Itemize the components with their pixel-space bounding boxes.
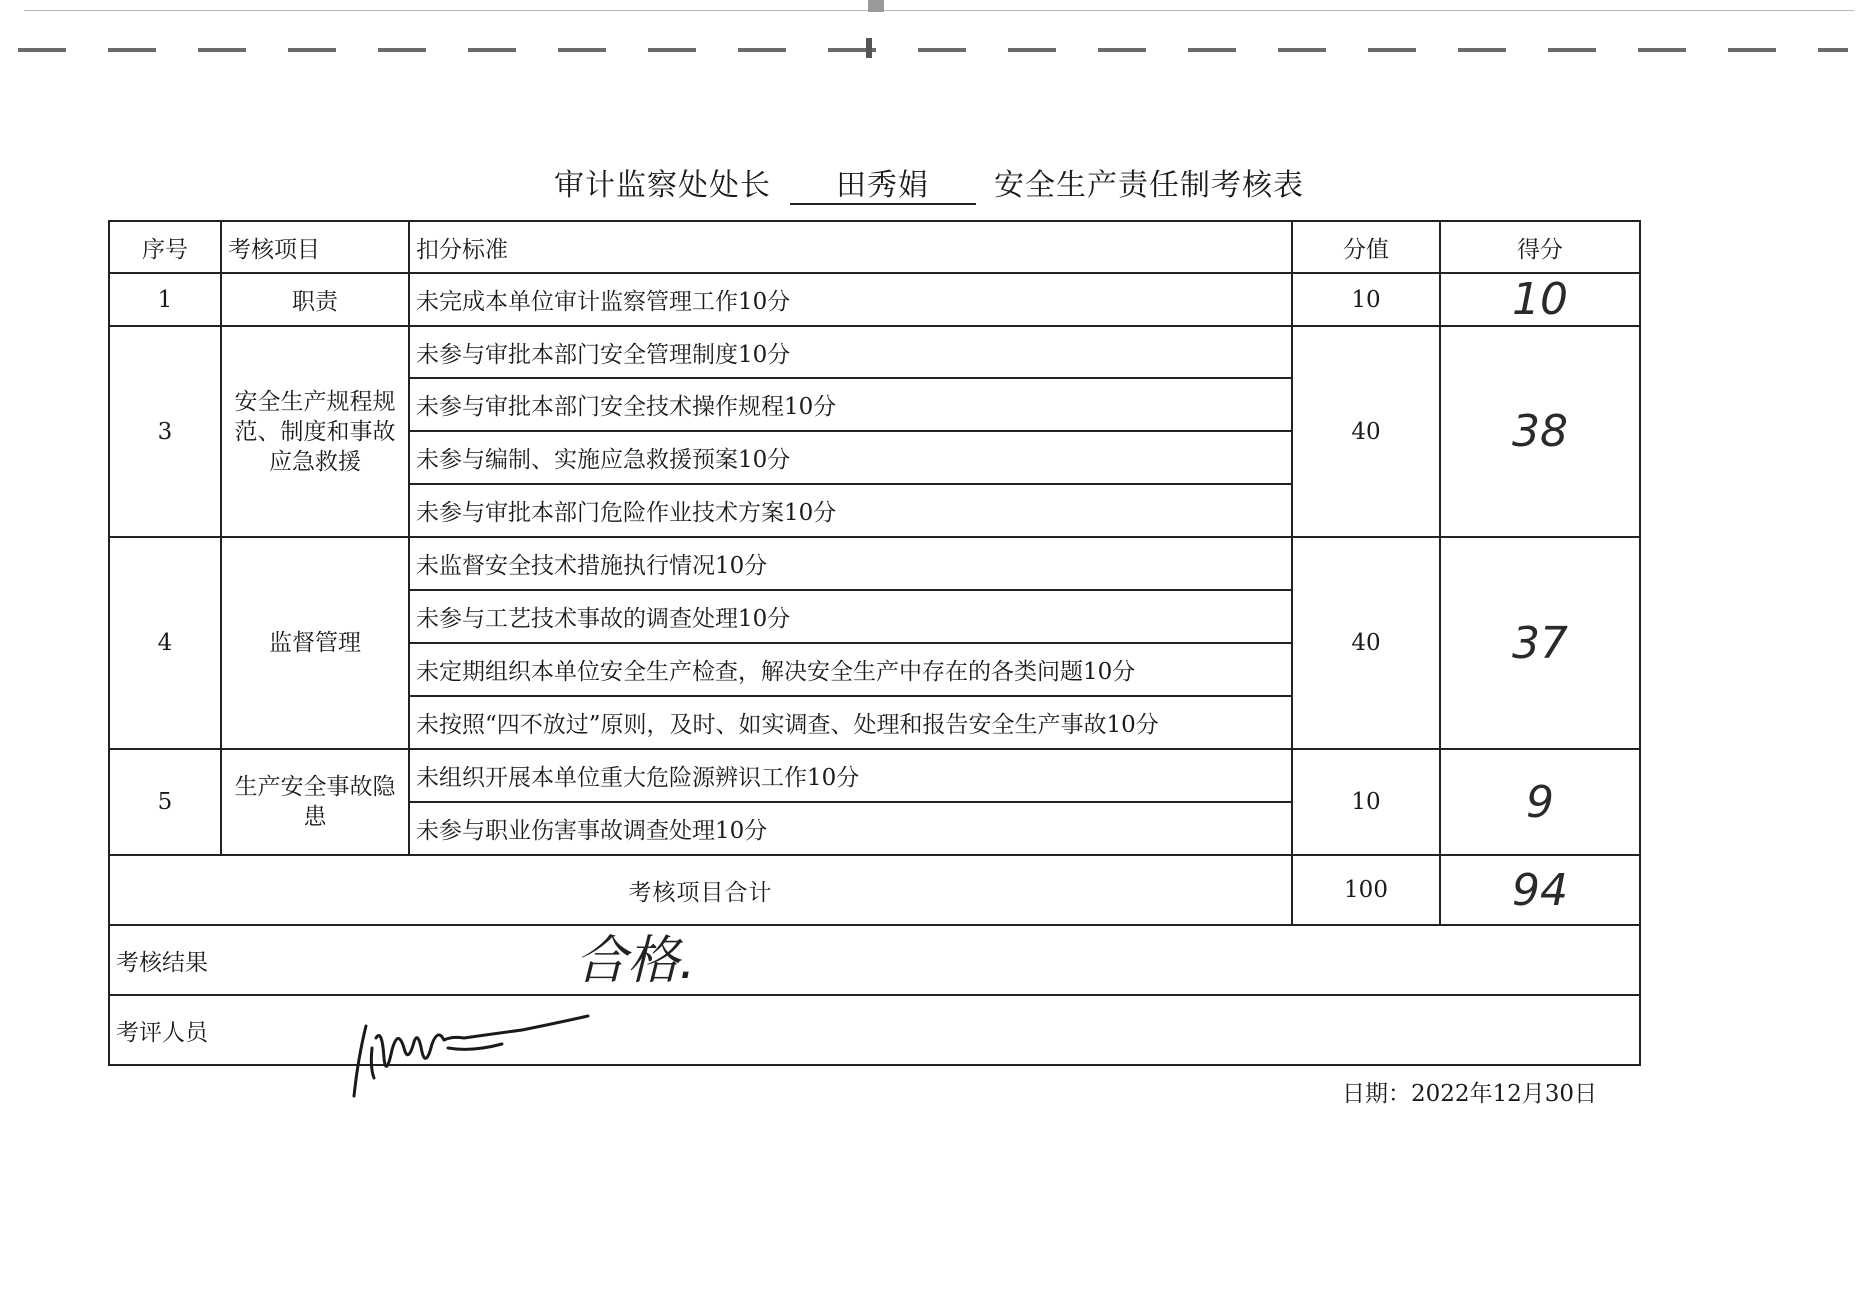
document-date: 日期：2022年12月30日 bbox=[1342, 1081, 1598, 1107]
header-standard: 扣分标准 bbox=[409, 221, 1292, 273]
table-row bbox=[109, 326, 1640, 378]
handwritten-score: 37 bbox=[1440, 537, 1640, 749]
title-prefix: 审计监察处处长 bbox=[553, 168, 771, 203]
row-points: 10 bbox=[1292, 273, 1440, 326]
header-no: 序号 bbox=[109, 221, 221, 273]
row-points: 40 bbox=[1292, 326, 1440, 537]
handwritten-result: 合格. bbox=[575, 931, 696, 991]
row-no: 5 bbox=[109, 749, 221, 855]
row-no: 1 bbox=[109, 273, 221, 326]
row-item: 职责 bbox=[221, 273, 409, 326]
row-standard: 未参与职业伤害事故调查处理10分 bbox=[409, 802, 1292, 855]
title-suffix: 安全生产责任制考核表 bbox=[994, 168, 1305, 203]
header-points: 分值 bbox=[1292, 221, 1440, 273]
reviewer-label: 考评人员 bbox=[109, 995, 1640, 1065]
row-standard: 未完成本单位审计监察管理工作10分 bbox=[409, 273, 1292, 326]
row-no: 3 bbox=[109, 326, 221, 537]
total-label: 考核项目合计 bbox=[109, 855, 1292, 925]
row-item: 监督管理 bbox=[221, 537, 409, 749]
row-standard: 未参与审批本部门危险作业技术方案10分 bbox=[409, 484, 1292, 537]
row-points: 40 bbox=[1292, 537, 1440, 749]
result-label: 考核结果 bbox=[109, 925, 1640, 995]
header-item: 考核项目 bbox=[221, 221, 409, 273]
table-row bbox=[109, 537, 1640, 590]
table-row bbox=[109, 749, 1640, 802]
row-standard: 未参与编制、实施应急救援预案10分 bbox=[409, 431, 1292, 484]
row-standard: 未参与工艺技术事故的调查处理10分 bbox=[409, 590, 1292, 643]
dashed-rule bbox=[18, 48, 1848, 52]
total-row bbox=[109, 855, 1640, 925]
row-item: 生产安全事故隐患 bbox=[221, 749, 409, 855]
row-item: 安全生产规程规范、制度和事故应急救援 bbox=[221, 326, 409, 537]
row-standard: 未组织开展本单位重大危险源辨识工作10分 bbox=[409, 749, 1292, 802]
row-standard: 未参与审批本部门安全管理制度10分 bbox=[409, 326, 1292, 378]
scan-edge-line bbox=[24, 10, 1854, 11]
row-points: 10 bbox=[1292, 749, 1440, 855]
row-no: 4 bbox=[109, 537, 221, 749]
total-points: 100 bbox=[1292, 855, 1440, 925]
scan-binding-mark bbox=[868, 0, 884, 12]
row-standard: 未监督安全技术措施执行情况10分 bbox=[409, 537, 1292, 590]
handwritten-score: 38 bbox=[1440, 326, 1640, 537]
assessment-table bbox=[108, 220, 1641, 1066]
row-standard: 未按照“四不放过”原则，及时、如实调查、处理和报告安全生产事故10分 bbox=[409, 696, 1292, 749]
row-standard: 未定期组织本单位安全生产检查，解决安全生产中存在的各类问题10分 bbox=[409, 643, 1292, 696]
handwritten-total-score: 94 bbox=[1440, 855, 1640, 925]
row-standard: 未参与审批本部门安全技术操作规程10分 bbox=[409, 378, 1292, 431]
page-title bbox=[0, 160, 1858, 205]
reviewer-row bbox=[109, 995, 1640, 1065]
handwritten-score: 9 bbox=[1440, 749, 1640, 855]
reviewer-signature bbox=[352, 1008, 592, 1108]
table-row bbox=[109, 273, 1640, 326]
handwritten-score: 10 bbox=[1440, 273, 1640, 326]
table-header-row bbox=[109, 221, 1640, 273]
assessee-name: 田秀娟 bbox=[790, 169, 976, 205]
header-score: 得分 bbox=[1440, 221, 1640, 273]
result-row bbox=[109, 925, 1640, 995]
scan-binding-mark-lower bbox=[866, 38, 872, 58]
